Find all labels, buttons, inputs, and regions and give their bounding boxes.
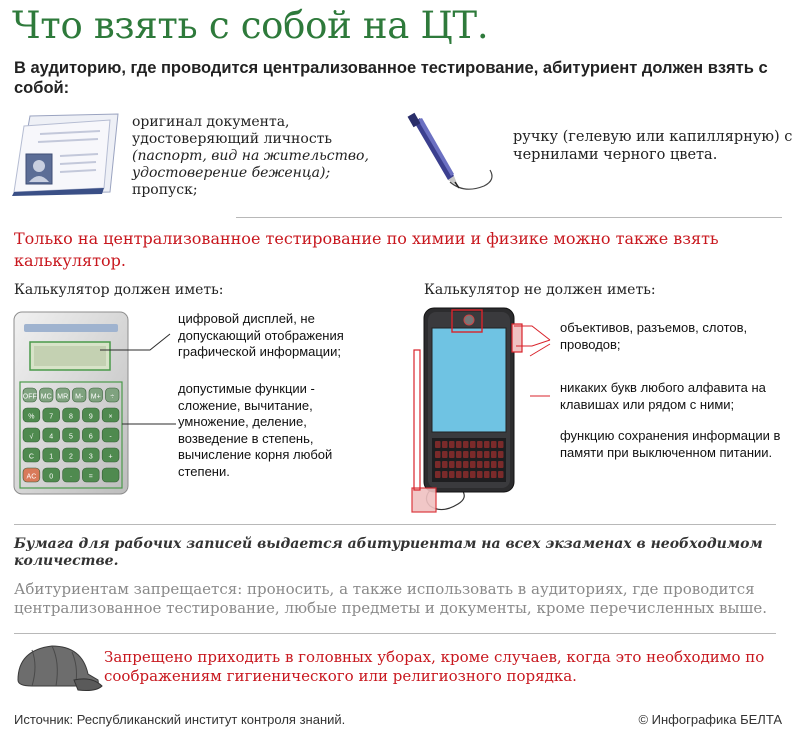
- calc-key-label: 9: [88, 413, 93, 421]
- phone-key: [463, 461, 469, 468]
- phone-key: [442, 451, 448, 458]
- phone-key: [484, 451, 490, 458]
- calc-mustnot-title: Калькулятор не должен иметь:: [424, 282, 656, 298]
- calc-key-label: MC: [40, 393, 52, 401]
- hats-note: Запрещено приходить в головных уборах, кроме случаев, когда это необходимо по соображениям гигиенического или религиозного порядка.: [104, 648, 765, 685]
- phone-key: [442, 461, 448, 468]
- paper-note: Бумага для рабочих записей выдается абитуриентам на всех экзаменах в необходимом количестве.: [14, 536, 763, 569]
- phone-key: [477, 451, 483, 458]
- phone-key: [470, 451, 476, 458]
- phone-key: [456, 451, 462, 458]
- phone-letters-note: никаких букв любого алфавита на клавишах или рядом с ними;: [560, 380, 766, 412]
- phone-key: [498, 471, 504, 478]
- documents-line: пропуск;: [132, 182, 198, 198]
- phone-key: [470, 471, 476, 478]
- phone-key: [498, 451, 504, 458]
- documents-line: удостоверяющий личность: [132, 131, 333, 147]
- calc-key-label: 1: [49, 453, 54, 461]
- forbidden-note: Абитуриентам запрещается: проносить, а также использовать в аудиториях, где проводится централизованное тестирование, любые предметы и документы, кроме перечисленных выше.: [14, 580, 768, 617]
- page-title: Что взять с собой на ЦТ.: [12, 4, 489, 47]
- calc-key-label: ×: [108, 413, 113, 421]
- calc-key-label: M+: [90, 393, 101, 401]
- calc-key-label: =: [88, 473, 93, 481]
- documents-line: оригинал документа,: [132, 114, 290, 130]
- phone-key: [449, 461, 455, 468]
- calc-key-label: 2: [69, 453, 73, 461]
- phone-key: [470, 461, 476, 468]
- phone-key: [491, 451, 497, 458]
- passport-icon: [10, 112, 122, 196]
- phone-key: [456, 441, 462, 448]
- phone-memory-note: функцию сохранения информации в памяти при выключенном питании.: [560, 428, 781, 460]
- phone-leader-lines: [470, 316, 560, 446]
- credit-text: © Инфографика БЕЛТА: [638, 712, 782, 727]
- phone-key: [491, 471, 497, 478]
- calc-key-label: 7: [49, 413, 54, 421]
- calc-key-label: 4: [49, 433, 54, 441]
- phone-key: [463, 451, 469, 458]
- phone-key: [463, 441, 469, 448]
- pen-text: ручку (гелевую или капиллярную) с чернилами черного цвета.: [513, 129, 793, 163]
- divider: [14, 633, 776, 634]
- calc-key-label: ·: [69, 473, 73, 481]
- phone-key: [449, 471, 455, 478]
- calc-key-label: 5: [69, 433, 73, 441]
- phone-key: [435, 461, 441, 468]
- calc-key-label: MR: [57, 393, 69, 401]
- phone-key: [491, 461, 497, 468]
- phone-key: [435, 471, 441, 478]
- phone-key: [484, 461, 490, 468]
- calc-key-label: -: [109, 433, 112, 441]
- calc-key-label: +: [108, 453, 113, 461]
- intro-text: В аудиторию, где проводится централизованное тестирование, абитуриент должен взять с собой:: [14, 59, 768, 97]
- calc-key-label: ÷: [110, 393, 115, 401]
- cap-icon: [12, 640, 104, 696]
- calc-key-label: 0: [49, 473, 54, 481]
- phone-key: [442, 441, 448, 448]
- calc-display-note: цифровой дисплей, не допускающий отображения графической информации;: [178, 311, 344, 359]
- calc-key-label: %: [28, 413, 35, 421]
- calc-leader-lines: [100, 300, 190, 450]
- phone-key: [435, 451, 441, 458]
- divider: [14, 524, 776, 525]
- calc-key-label: M-: [75, 393, 84, 401]
- calc-key: [102, 468, 119, 482]
- source-text: Источник: Республиканский институт контроля знаний.: [14, 712, 346, 727]
- phone-key: [456, 471, 462, 478]
- calc-must-title: Калькулятор должен иметь:: [14, 282, 224, 298]
- phone-key: [463, 471, 469, 478]
- phone-key: [498, 461, 504, 468]
- phone-key: [449, 451, 455, 458]
- calc-key-label: 6: [88, 433, 93, 441]
- phone-key: [484, 471, 490, 478]
- phone-key: [477, 471, 483, 478]
- divider: [236, 217, 782, 218]
- calculator-note: Только на централизованное тестирование по химии и физике можно также взять калькулятор.: [14, 229, 719, 270]
- calc-key-label: 8: [69, 413, 73, 421]
- calc-key-label: AC: [26, 473, 37, 481]
- documents-list: [132, 114, 402, 199]
- phone-key: [435, 441, 441, 448]
- phone-key: [456, 461, 462, 468]
- phone-key: [449, 441, 455, 448]
- documents-line: (паспорт, вид на жительство,: [132, 148, 369, 164]
- calc-key-label: C: [28, 453, 34, 461]
- phone-key: [442, 471, 448, 478]
- calc-functions-note: допустимые функции - сложение, вычитание, умножение, деление, возведение в степень, вычисление корня любой степени.: [178, 381, 333, 479]
- pen-icon: [404, 112, 500, 196]
- documents-line: удостоверение беженца);: [132, 165, 331, 181]
- calc-key-label: 3: [88, 453, 93, 461]
- calc-key-label: √: [29, 433, 34, 441]
- phone-ports-note: объективов, разъемов, слотов, проводов;: [560, 320, 748, 352]
- phone-key: [477, 461, 483, 468]
- calc-key-label: OFF: [22, 393, 37, 401]
